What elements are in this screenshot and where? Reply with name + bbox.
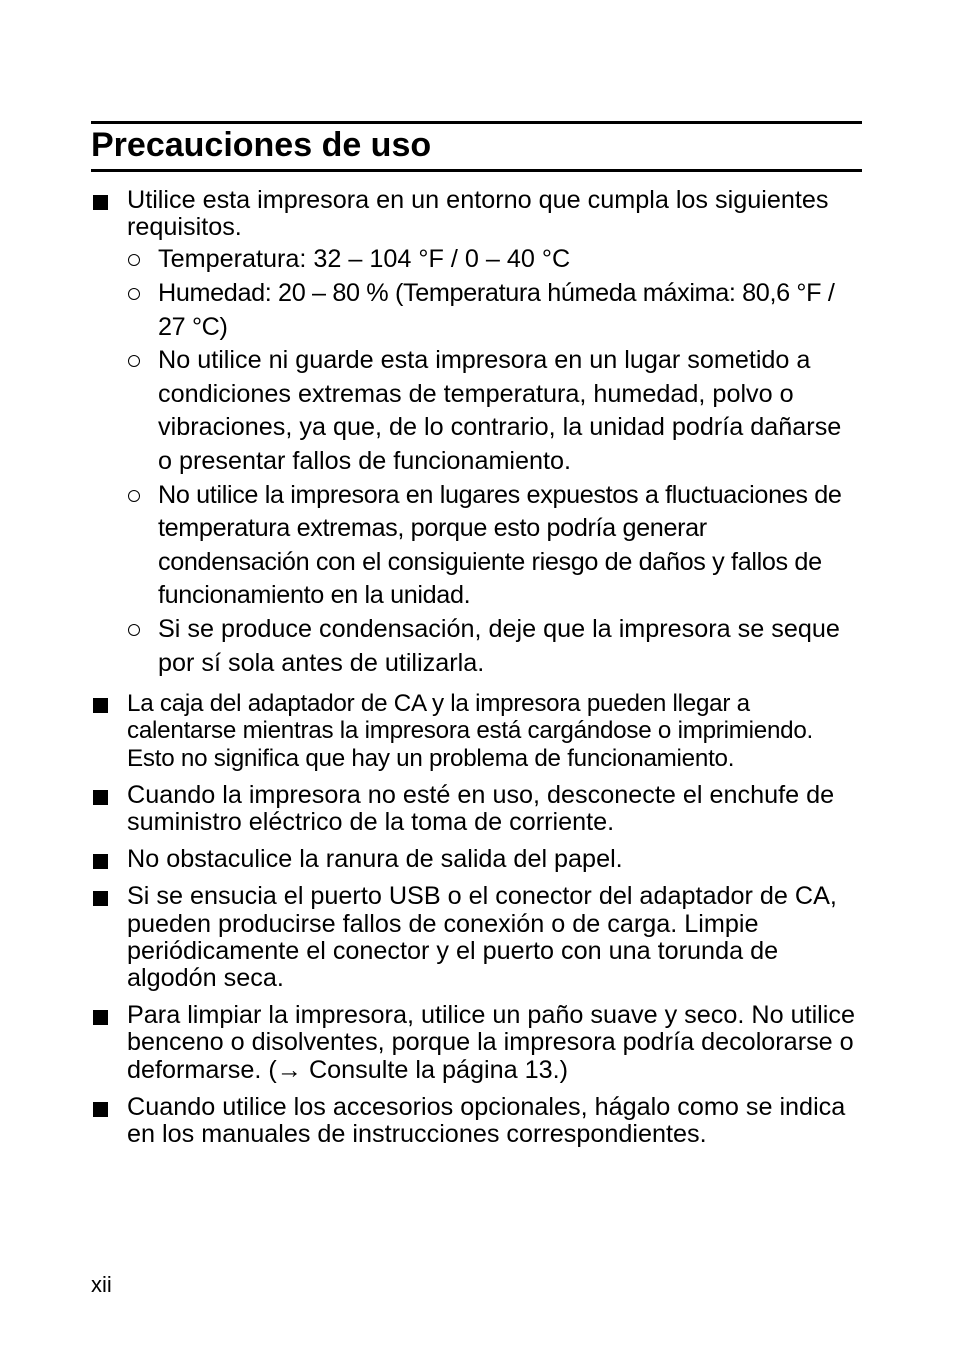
circle-bullet-icon [128, 624, 140, 636]
square-bullet-icon [93, 195, 108, 210]
square-bullet-icon [93, 1102, 108, 1117]
sub-list-item-text: No utilice la impresora en lugares expuestos a fluctuaciones de temperatura extremas, porque esto podría generar condensación con el consiguiente riesgo de daños y fallos de funcionamiento en la unidad. [158, 480, 842, 610]
square-bullet-icon [93, 698, 108, 713]
list-item [91, 883, 862, 992]
sub-list-item [127, 613, 862, 680]
page-title: Precauciones de uso [91, 126, 432, 164]
sub-list-item [127, 277, 862, 344]
list-item [91, 690, 862, 772]
list-item [91, 782, 862, 836]
list-item-text: No obstaculice la ranura de salida del papel. [127, 845, 623, 874]
list-item-text: Utilice esta impresora en un entorno que cumpla los siguientes requisitos. [127, 186, 829, 242]
list-item-text: La caja del adaptador de CA y la impresora pueden llegar a calentarse mientras la impresora está cargándose o imprimiendo. Esto no significa que hay un problema de funcionamiento. [127, 690, 814, 772]
precautions-list [91, 187, 862, 1158]
square-bullet-icon [93, 1010, 108, 1025]
list-item-text: Cuando la impresora no esté en uso, desconecte el enchufe de suministro eléctrico de la toma de corriente. [127, 780, 835, 836]
sub-list-item-text: Si se produce condensación, deje que la impresora se seque por sí sola antes de utilizarla. [158, 614, 840, 677]
circle-bullet-icon [128, 490, 140, 502]
list-item [91, 846, 862, 873]
sub-list-item-text: Temperatura: 32 – 104 °F / 0 – 40 °C [158, 245, 571, 274]
list-item [91, 1094, 862, 1148]
list-item-text: Para limpiar la impresora, utilice un paño suave y seco. No utilice benceno o disolventes, porque la impresora podría decolorarse o deformarse. (→ Consulte la página 13.) [127, 1001, 855, 1084]
list-item-text: Cuando utilice los accesorios opcionales, hágalo como se indica en los manuales de instrucciones correspondientes. [127, 1092, 846, 1148]
list-item [91, 187, 862, 680]
requirements-sublist [127, 243, 862, 680]
circle-bullet-icon [128, 355, 140, 367]
sub-list-item-text: No utilice ni guarde esta impresora en un lugar sometido a condiciones extremas de temperatura, humedad, polvo o vibraciones, ya que, de lo contrario, la unidad podría dañarse o presentar fallos de funcionamiento. [158, 346, 842, 475]
list-item [91, 1002, 862, 1084]
sub-list-item [127, 479, 862, 613]
square-bullet-icon [93, 790, 108, 805]
list-item-text: Si se ensucia el puerto USB o el conector del adaptador de CA, pueden producirse fallos de conexión o de carga. Limpie periódicamente el conector y el puerto con una torunda de algodón seca. [127, 882, 837, 992]
circle-bullet-icon [128, 254, 140, 266]
square-bullet-icon [93, 854, 108, 869]
title-bottom-rule [91, 169, 862, 172]
page-number: xii [91, 1272, 112, 1297]
sub-list-item [127, 243, 862, 277]
sub-list-item [127, 344, 862, 478]
square-bullet-icon [93, 891, 108, 906]
sub-list-item-text: Humedad: 20 – 80 % (Temperatura húmeda máxima: 80,6 °F / 27 °C) [158, 279, 835, 341]
circle-bullet-icon [128, 288, 140, 300]
